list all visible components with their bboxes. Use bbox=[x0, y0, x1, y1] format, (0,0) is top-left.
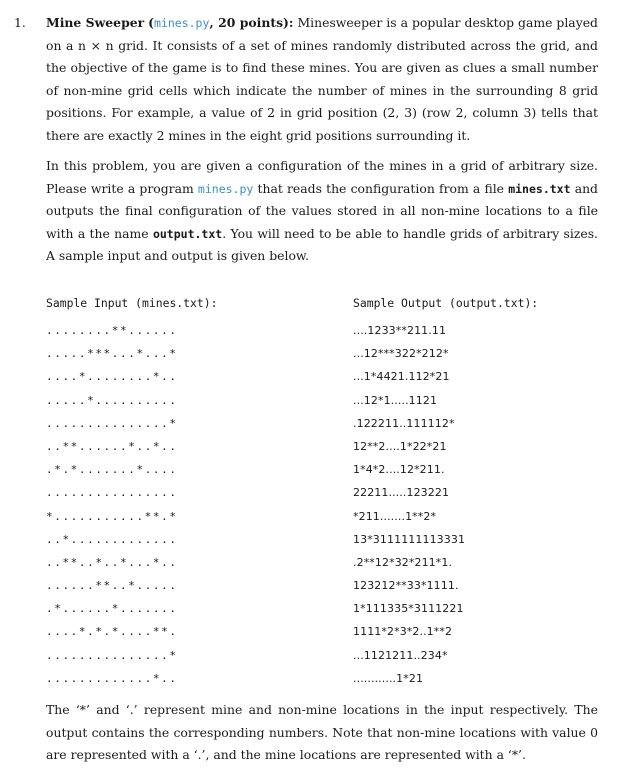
title-open-paren: ( bbox=[148, 15, 155, 30]
input-grid-row: *...........**.* bbox=[46, 509, 178, 523]
program-name: mines.py bbox=[197, 181, 254, 196]
output-grid-row: ...12*1.....1121 bbox=[353, 393, 438, 407]
input-grid-row: ................ bbox=[46, 486, 178, 500]
output-grid-row: 1*111335*3111221 bbox=[353, 602, 464, 616]
output-grid-row: .122211..111112* bbox=[353, 416, 455, 430]
sample-input-block bbox=[46, 296, 217, 690]
output-grid-row: ....1233**211.11 bbox=[353, 324, 447, 337]
input-grid-row: .....*.......... bbox=[46, 393, 178, 407]
output-grid-row: 1111*2*3*2..1**2 bbox=[353, 625, 453, 639]
input-grid-row: .....***...*...* bbox=[46, 347, 178, 361]
input-grid-row: ...............* bbox=[46, 648, 178, 662]
output-grid-row: ...12***322*212* bbox=[353, 347, 449, 361]
output-grid-row: 123212**33*1111. bbox=[353, 579, 459, 593]
input-grid-row: ........**...... bbox=[46, 324, 178, 337]
legend-paragraph: The ‘*’ and ‘.’ represent mine and non-mine locations in the input respectively. The output contains the corresponding numbers. Note that non-mine locations with value 0 are represented with a ‘.’, and the mine locations are represented with a ‘*’. bbox=[46, 702, 598, 763]
task-paragraph bbox=[46, 155, 598, 268]
input-grid-row: ..**......*..*.. bbox=[46, 439, 178, 453]
output-grid-row: 12**2....1*22*21 bbox=[353, 439, 447, 453]
output-grid-row: ...1*4421.112*21 bbox=[353, 370, 450, 384]
problem-intro-paragraph bbox=[46, 12, 598, 148]
output-grid-row: .2**12*32*211*1. bbox=[353, 555, 453, 569]
task-text-b: that reads the configuration from a file bbox=[253, 180, 509, 196]
task-text-d: . You will need to be able to handle grids of arbitrary sizes. A sample input and output is given below. bbox=[46, 225, 598, 264]
problem-points: , 20 points): bbox=[209, 15, 294, 30]
sample-input-grid bbox=[46, 319, 217, 690]
output-grid-row: *211.......1**2* bbox=[353, 509, 437, 523]
input-grid-row: ...............* bbox=[46, 416, 178, 430]
sample-output-label: Sample Output (output.txt): bbox=[353, 296, 539, 310]
sample-input-label: Sample Input (mines.txt): bbox=[46, 296, 218, 310]
input-grid-row: .*......*....... bbox=[46, 602, 178, 616]
input-grid-row: ....*.*.*....**. bbox=[46, 625, 178, 639]
task-text-c: and outputs the final configuration of the values stored in all non-mine locations to a file with a the name bbox=[46, 180, 598, 241]
input-grid-row: .............*.. bbox=[46, 671, 178, 685]
input-filename: mines.txt bbox=[508, 181, 571, 196]
output-grid-row: ............1*21 bbox=[353, 671, 424, 685]
output-filename: output.txt bbox=[152, 226, 223, 241]
output-grid-row: 13*3111111113331 bbox=[353, 532, 466, 546]
output-grid-row: 1*4*2....12*211. bbox=[353, 463, 445, 477]
input-grid-row: ..**..*..*...*.. bbox=[46, 555, 178, 569]
input-grid-row: ....*........*.. bbox=[46, 370, 178, 384]
problem-number: 1. bbox=[14, 15, 26, 30]
task-text-a: In this problem, you are given a configuration of the mines in a grid of arbitrary size. Please write a program bbox=[46, 158, 598, 196]
output-grid-row: 22211.....123221 bbox=[353, 486, 450, 500]
sample-output-block bbox=[353, 296, 538, 690]
intro-text: Minesweeper is a popular desktop game played on a n × n grid. It consists of a set of mines randomly distributed across the grid, and the objective of the game is to find these mines. You are given as clues a small number of non-mine grid cells which indicate the number of mines in the surrounding 8 grid positions. For example, a value of 2 in grid position (2, 3) (row 2, column 3) tells that there are exactly 2 mines in the eight grid positions surrounding it. bbox=[46, 15, 598, 143]
sample-output-grid bbox=[353, 319, 538, 690]
problem-title: Mine Sweeper bbox=[46, 15, 145, 30]
input-grid-row: .*.*.......*.... bbox=[46, 463, 178, 477]
filename-mines-py: mines.py bbox=[154, 16, 210, 30]
output-grid-row: ...1121211..234* bbox=[353, 648, 448, 662]
input-grid-row: ......**..*..... bbox=[46, 579, 178, 593]
input-grid-row: ..*............. bbox=[46, 532, 178, 546]
